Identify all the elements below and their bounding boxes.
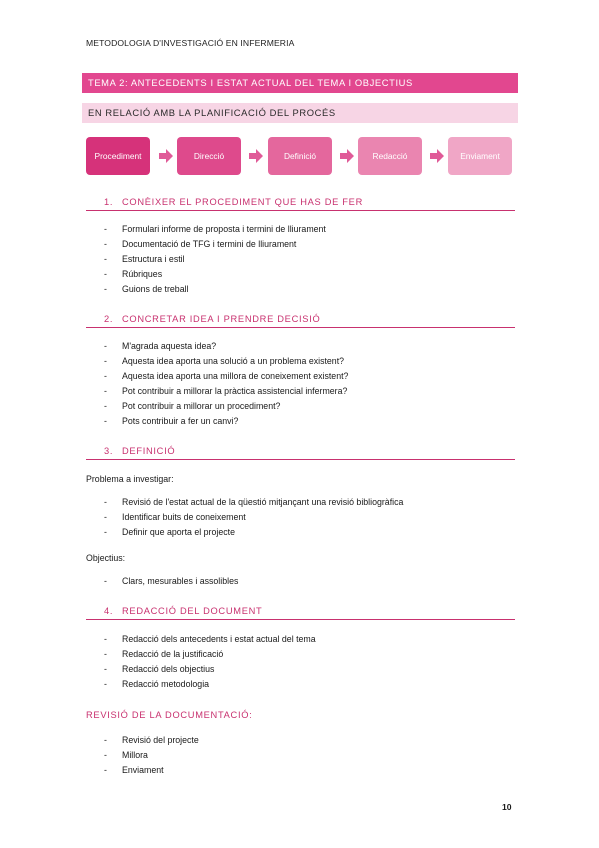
flow-step-definicio: Definició <box>268 137 332 175</box>
arrow-right-icon <box>430 149 444 163</box>
list-item: - Pot contribuir a millorar un procediment? <box>104 401 281 411</box>
objectives-list <box>104 574 238 589</box>
list-item: - Pots contribuir a fer un canvi? <box>104 416 239 426</box>
section-1-list <box>104 222 326 297</box>
list-item: - Formulari informe de proposta i termini de lliurament <box>104 224 326 234</box>
arrow-right-icon <box>340 149 354 163</box>
list-item: - Enviament <box>104 765 164 775</box>
flow-step-redaccio: Redacció <box>358 137 422 175</box>
process-flow <box>86 137 514 175</box>
section-heading-1 <box>86 197 515 211</box>
list-item: - M'agrada aquesta idea? <box>104 341 217 351</box>
list-item: - Redacció de la justificació <box>104 649 224 659</box>
section-title: REDACCIÓ DEL DOCUMENT <box>122 606 263 616</box>
list-item: - Clars, mesurables i assolibles <box>104 576 239 586</box>
subtopic-banner: EN RELACIÓ AMB LA PLANIFICACIÓ DEL PROCÉS <box>82 103 518 123</box>
section-number: 2. <box>104 314 114 324</box>
list-item: - Redacció dels antecedents i estat actual del tema <box>104 634 316 644</box>
objectives-label: Objectius: <box>86 553 126 563</box>
list-item: - Aquesta idea aporta una solució a un problema existent? <box>104 356 345 366</box>
section-2-list <box>104 339 348 429</box>
flow-step-direccio: Direcció <box>177 137 241 175</box>
section-number: 4. <box>104 606 114 616</box>
list-item: - Identificar buits de coneixement <box>104 512 246 522</box>
list-item: - Revisió del projecte <box>104 735 199 745</box>
list-item: - Estructura i estil <box>104 254 185 264</box>
topic-banner: TEMA 2: ANTECEDENTS I ESTAT ACTUAL DEL TEMA I OBJECTIUS <box>82 73 518 93</box>
flow-step-procediment: Procediment <box>86 137 150 175</box>
list-item: - Pot contribuir a millorar la pràctica assistencial infermera? <box>104 386 348 396</box>
list-item: - Guions de treball <box>104 284 189 294</box>
section-title: CONÈIXER EL PROCEDIMENT QUE HAS DE FER <box>122 197 363 207</box>
problem-label: Problema a investigar: <box>86 474 174 484</box>
section-heading-3 <box>86 446 515 460</box>
running-header: METODOLOGIA D'INVESTIGACIÓ EN INFERMERIA <box>86 38 295 48</box>
review-heading: REVISIÓ DE LA DOCUMENTACIÓ: <box>86 710 253 720</box>
section-title: DEFINICIÓ <box>122 446 176 456</box>
flow-step-enviament: Enviament <box>448 137 512 175</box>
section-heading-2 <box>86 314 515 328</box>
section-title: CONCRETAR IDEA I PRENDRE DECISIÓ <box>122 314 321 324</box>
section-4-list <box>104 632 316 692</box>
list-item: - Redacció dels objectius <box>104 664 215 674</box>
review-list <box>104 733 199 778</box>
arrow-right-icon <box>249 149 263 163</box>
list-item: - Rúbriques <box>104 269 163 279</box>
page-number: 10 <box>502 802 512 812</box>
section-number: 1. <box>104 197 114 207</box>
list-item: - Aquesta idea aporta una millora de coneixement existent? <box>104 371 349 381</box>
section-number: 3. <box>104 446 114 456</box>
list-item: - Redacció metodologia <box>104 679 210 689</box>
list-item: - Revisió de l'estat actual de la qüestió mitjançant una revisió bibliogràfica <box>104 497 404 507</box>
list-item: - Millora <box>104 750 148 760</box>
list-item: - Documentació de TFG i termini de lliurament <box>104 239 297 249</box>
problem-list <box>104 495 403 540</box>
arrow-right-icon <box>159 149 173 163</box>
section-heading-4 <box>86 606 515 620</box>
list-item: - Definir que aporta el projecte <box>104 527 235 537</box>
